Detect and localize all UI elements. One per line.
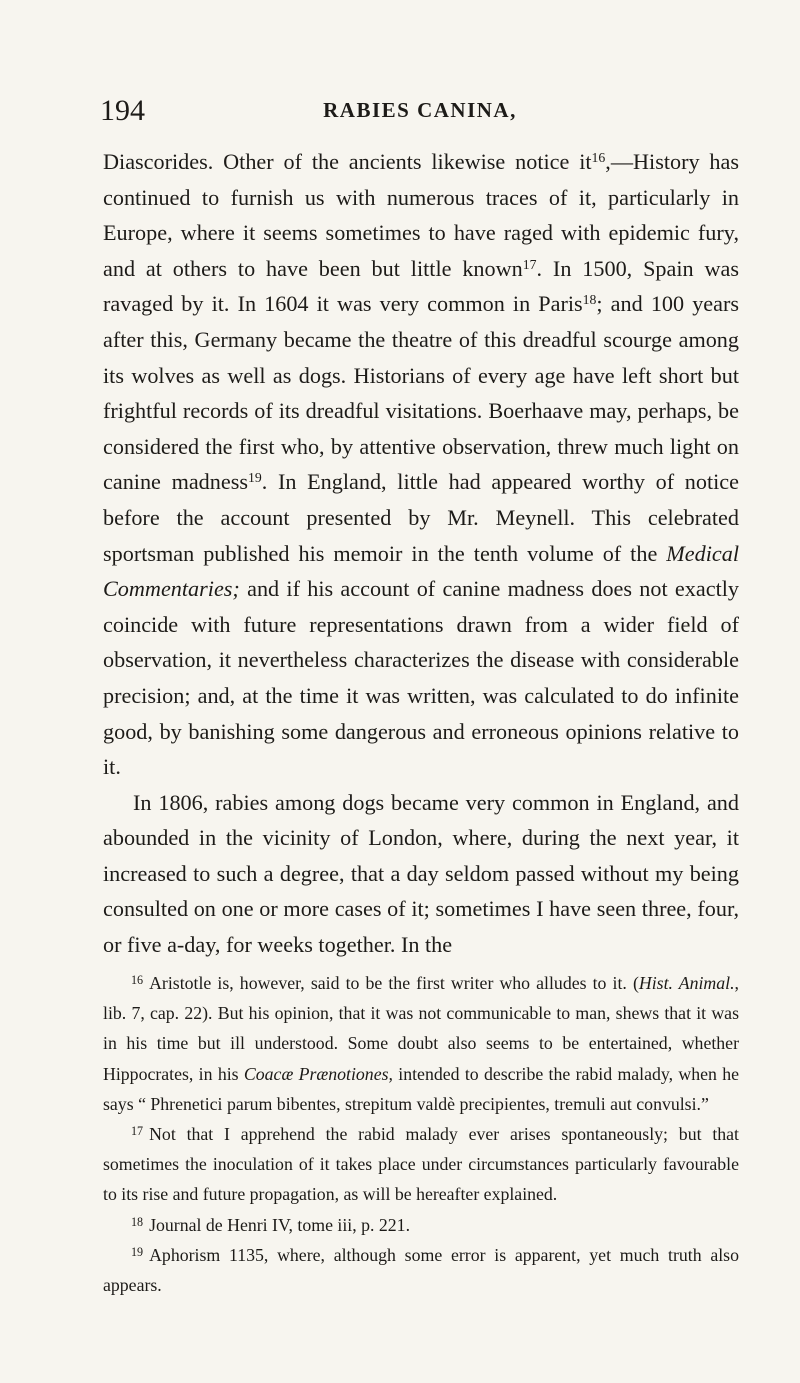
text-segment: Aristotle is, however, said to be the first writer who alludes to it. (	[149, 973, 639, 993]
text-segment: ; and 100 years after this, Germany became the theatre of this dreadful scourge among its wolves as well as dogs. Historians of every age have left short but frightful records of its dreadful visitations. Boerhaave may, perhaps, be considered the first who, by attentive observation, threw much light on canine madness	[103, 291, 740, 495]
footnote	[103, 968, 739, 1119]
text-segment: , lib. 7, cap. 22). But his opinion, that it was not communicable to man, shews that it was in his time but ill understood. Some doubt also seems to be entertained, whether Hippocrates, in his	[103, 973, 739, 1084]
page-number: 194	[100, 94, 145, 127]
paragraph: In 1806, rabies among dogs became very common in England, and abounded in the vicinity of London, where, during the next year, it increased to such a degree, that a day seldom passed without my being consulted on one or more cases of it; sometimes I have seen three, four, or five a-day, for weeks together. In the	[103, 789, 739, 958]
text-segment: and if his account of canine madness does not exactly coincide with future representations drawn from a wider field of observation, it nevertheless characterizes the disease with considerable precision; and, at the time it was written, was calculated to do infinite good, by banishing some dangerous and erroneous opinions relative to it.	[103, 576, 739, 780]
footnote-ref: 17	[522, 256, 537, 272]
italic-title: Medical Commentaries;	[103, 540, 739, 602]
page-header	[100, 92, 740, 136]
text-segment: . In 1500, Spain was ravaged by it. In 1604 it was very common in Paris	[103, 255, 740, 317]
italic-title: Coacæ Prænotiones,	[243, 1063, 393, 1084]
text-segment: ,—History has continued to furnish us with numerous traces of it, particularly in Europe, where it seems sometimes to have raged with epidemic fury, and at others to have been but little known	[103, 149, 740, 281]
footnote-mark: 16	[131, 973, 144, 988]
footnote	[103, 1240, 739, 1300]
text-segment: . In England, little had appeared worthy of notice before the account presented by Mr. Meynell. This celebrated sportsman published his memoir in the tenth volume of the	[103, 469, 739, 566]
paragraph	[103, 144, 739, 785]
footnote-ref: 19	[247, 470, 262, 486]
italic-title: Hist. Animal.	[638, 973, 735, 993]
text-segment: intended to describe the rabid malady, when he says “ Phrenetici parum bibentes, strepitum valdè precipientes, tremuli aut convulsi.”	[103, 1063, 739, 1114]
footnote-ref: 16	[591, 150, 606, 166]
footnote	[103, 1210, 739, 1240]
footnotes	[103, 968, 739, 1300]
footnote	[103, 1119, 739, 1210]
text-segment: Diascorides. Other of the ancients likewise notice it	[103, 149, 592, 174]
footnote-mark: 19	[131, 1245, 144, 1259]
text-segment: Aphorism 1135, where, although some error is apparent, yet much truth also appears.	[103, 1244, 739, 1296]
text-segment: Journal de Henri IV, tome iii, p. 221.	[149, 1214, 411, 1235]
running-head: RABIES CANINA,	[323, 98, 517, 122]
footnote-mark: 17	[131, 1124, 144, 1139]
body-text	[103, 144, 739, 963]
footnote-ref: 18	[582, 292, 597, 308]
footnote-mark: 18	[131, 1214, 144, 1229]
text-segment: Not that I apprehend the rabid malady ever arises spontaneously; but that sometimes the inoculation of it takes place under circumstances particularly favourable to its rise and future propagation, as will be hereafter explained.	[103, 1124, 739, 1205]
